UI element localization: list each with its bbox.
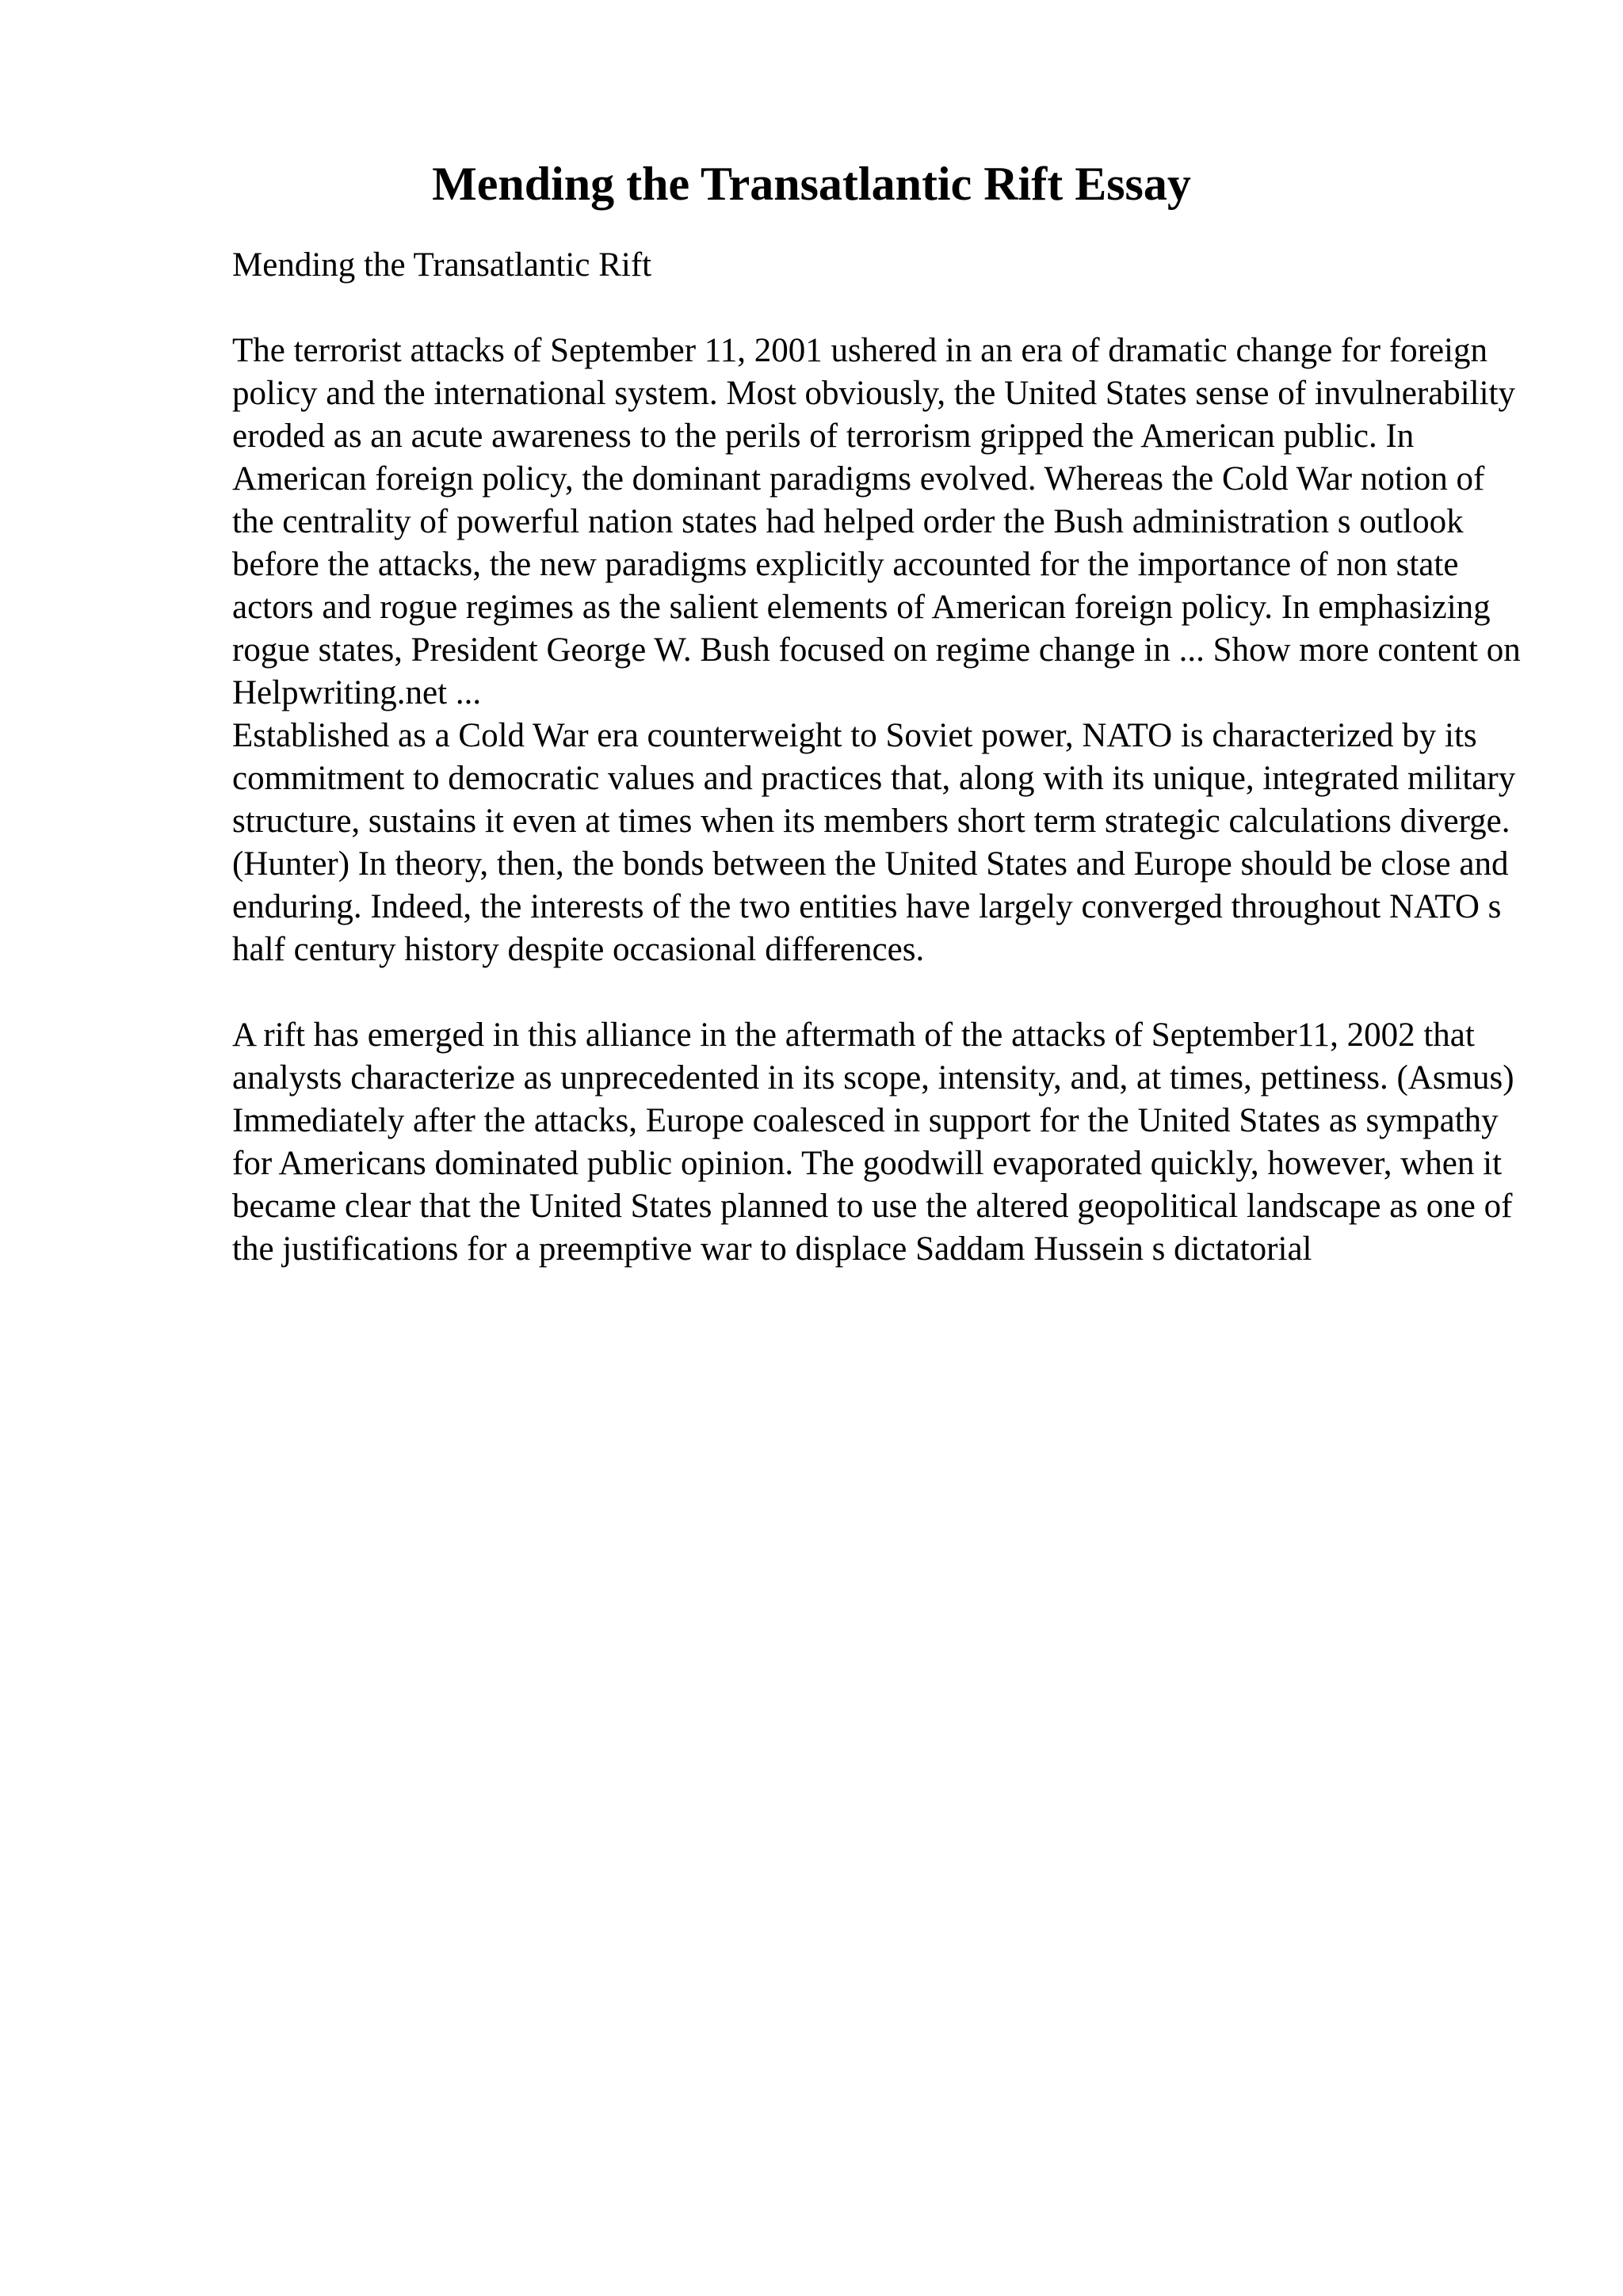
paragraph-2: Established as a Cold War era counterweight to Soviet power, NATO is characterized by its commitment to democratic values and practices that, along with its unique, integrated military structure, sustains it even at times when its members short term strategic calculations diverge. (Hunter) In theory, then, the bonds between the United States and Europe should be close and enduring. Indeed, the interests of the two entities have largely converged throughout NATO s half century history despite occasional differences. <box>232 717 1516 968</box>
paragraph-3: A rift has emerged in this alliance in the aftermath of the attacks of September11, 2002 that analysts characterize as unprecedented in its scope, intensity, and, at times, pettiness. (Asmus) Immediately after the attacks, Europe coalesced in support for the United States as sympathy for Americans dominated public opinion. The goodwill evaporated quickly, however, when it became clear that the United States planned to use the altered geopolitical landscape as one of the justifications for a preemptive war to displace Saddam Hussein s dictatorial <box>232 1016 1514 1268</box>
paragraph-1: The terrorist attacks of September 11, 2001 ushered in an era of dramatic change for foreign policy and the international system. Most obviously, the United States sense of invulnerability eroded as an acute awareness to the perils of terrorism gripped the American public. In American foreign policy, the dominant paradigms evolved. Whereas the Cold War notion of the centrality of powerful nation states had helped order the Bush administration s outlook before the attacks, the new paradigms explicitly accounted for the importance of non state actors and rogue regimes as the salient elements of American foreign policy. In emphasizing rogue states, President George W. Bush focused on regime change in ... Show more content on Helpwriting.net ... <box>232 332 1521 711</box>
document-body <box>232 244 1532 1271</box>
document-subtitle: Mending the Transatlantic Rift <box>232 246 652 284</box>
document-title: Mending the Transatlantic Rift Essay <box>432 158 1191 210</box>
